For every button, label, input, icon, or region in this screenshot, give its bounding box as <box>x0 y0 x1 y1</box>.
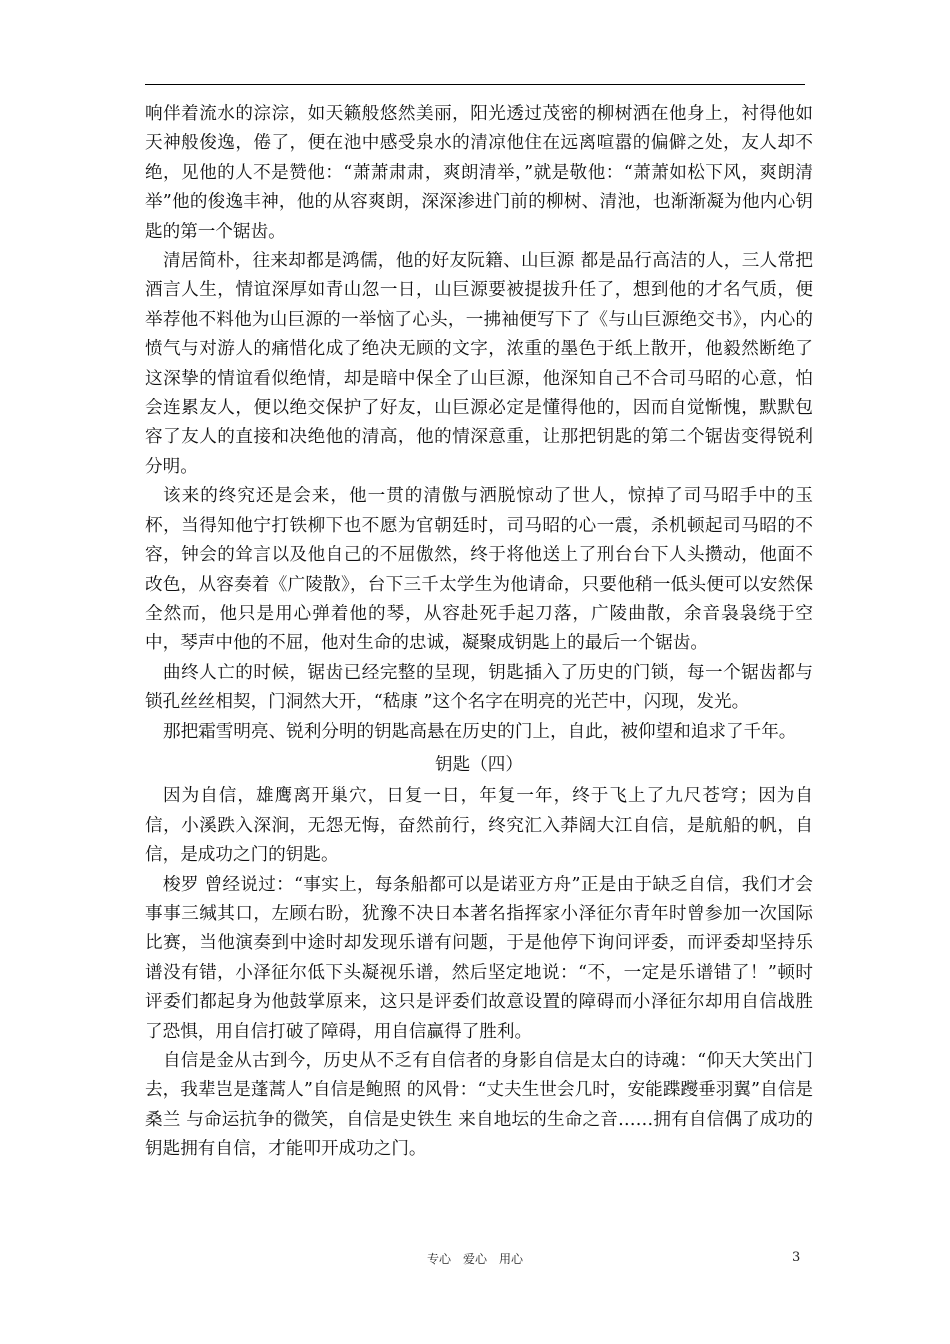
paragraph-5: 那把霜雪明亮、锐利分明的钥匙高悬在历史的门上，自此，被仰望和追求了千年。 <box>163 721 797 742</box>
header-rule <box>145 84 805 85</box>
footer-motto: 专心 爱心 用心 <box>426 1252 523 1266</box>
page-number: 3 <box>792 1250 801 1265</box>
paragraph-2: 清居简朴，往来却都是鸿儒，他的好友阮籍、山巨源 都是品行高洁的人，三人常把酒言人生，情谊深厚如青山忽一日，山巨源要被提拔升任了，想到他的才名气质，便举荐他不料他为山巨源的一举恼了心头，一拂袖便写下了《与山巨源绝交书》，内心的愤气与对游人的痛惜化成了绝决无顾的文字，浓重的墨色于纸上散开，他毅然断绝了这深挚的情谊看似绝情，却是暗中保全了山巨源，他深知自己不合司马昭的心意，怕会连累友人，便以绝交保护了好友，山巨源必定是懂得他的，因而自觉惭愧，默默包容了友人的直接和决绝他的清高，他的情深意重，让那把钥匙的第二个锯齿变得锐利分明。 <box>145 251 813 477</box>
paragraph-1: 响伴着流水的淙淙，如天籁般悠然美丽，阳光透过茂密的柳树洒在他身上，衬得他如天神般俊逸，倦了，便在池中感受泉水的清凉他住在远离喧嚣的偏僻之处，友人却不绝，见他的人不是赞他：“萧萧肃肃，爽朗清举，”就是敬他：“萧萧如松下风，爽朗清举”他的俊逸丰神，他的从容爽朗，深深渗进门前的柳树、清池，也渐渐凝为他内心钥匙的第一个锯齿。 <box>145 104 813 242</box>
paragraph-8: 自信是金从古到今，历史从不乏有自信者的身影自信是太白的诗魂：“仰天大笑出门去，我辈岂是蓬蒿人”自信是鲍照 的风骨：“丈夫生世会几时，安能蹀躞垂羽翼”自信是桑兰 与命运抗争的微笑，自信是史铁生 来自地坛的生命之音……拥有自信偶了成功的钥匙拥有自信，才能叩开成功之门。 <box>145 1051 813 1160</box>
paragraph-4: 曲终人亡的时候，锯齿已经完整的呈现，钥匙插入了历史的门锁，每一个锯齿都与锁孔丝丝相契，门洞然大开，“嵇康 ”这个名字在明亮的光芒中，闪现，发光。 <box>145 662 813 713</box>
paragraph-6: 因为自信，雄鹰离开巢穴，日复一日，年复一年，终于飞上了九尺苍穹；因为自信，小溪跌入深涧，无怨无悔，奋然前行，终究汇入莽阔大江自信，是航船的帆，自信，是成功之门的钥匙。 <box>145 786 813 866</box>
document-body <box>145 100 813 1165</box>
paragraph-3: 该来的终究还是会来，他一贯的清傲与洒脱惊动了世人，惊掉了司马昭手中的玉杯，当得知他宁打铁柳下也不愿为官朝廷时，司马昭的心一震，杀机顿起司马昭的不容，钟会的耸言以及他自己的不屈傲然，终于将他送上了刑台台下人头攒动，他面不改色，从容奏着《广陵散》，台下三千太学生为他请命，只要他稍一低头便可以安然保全然而，他只是用心弹着他的琴，从容赴死手起刀落，广陵曲散，余音袅袅绕于空中，琴声中他的不屈，他对生命的忠诚，凝聚成钥匙上的最后一个锯齿。 <box>145 486 813 654</box>
paragraph-7: 梭罗 曾经说过：“事实上，每条船都可以是诺亚方舟”正是由于缺乏自信，我们才会事事三缄其口，左顾右盼，犹豫不决日本著名指挥家小泽征尔青年时曾参加一次国际比赛，当他演奏到中途时却发现乐谱有问题，于是他停下询问评委，而评委却坚持乐谱没有错，小泽征尔低下头凝视乐谱，然后坚定地说：“不，一定是乐谱错了！”顿时评委们都起身为他鼓掌原来，这只是评委们故意设置的障碍而小泽征尔却用自信战胜了恐惧，用自信打破了障碍，用自信赢得了胜利。 <box>145 874 813 1042</box>
section-heading: 钥匙（四） <box>435 754 523 775</box>
